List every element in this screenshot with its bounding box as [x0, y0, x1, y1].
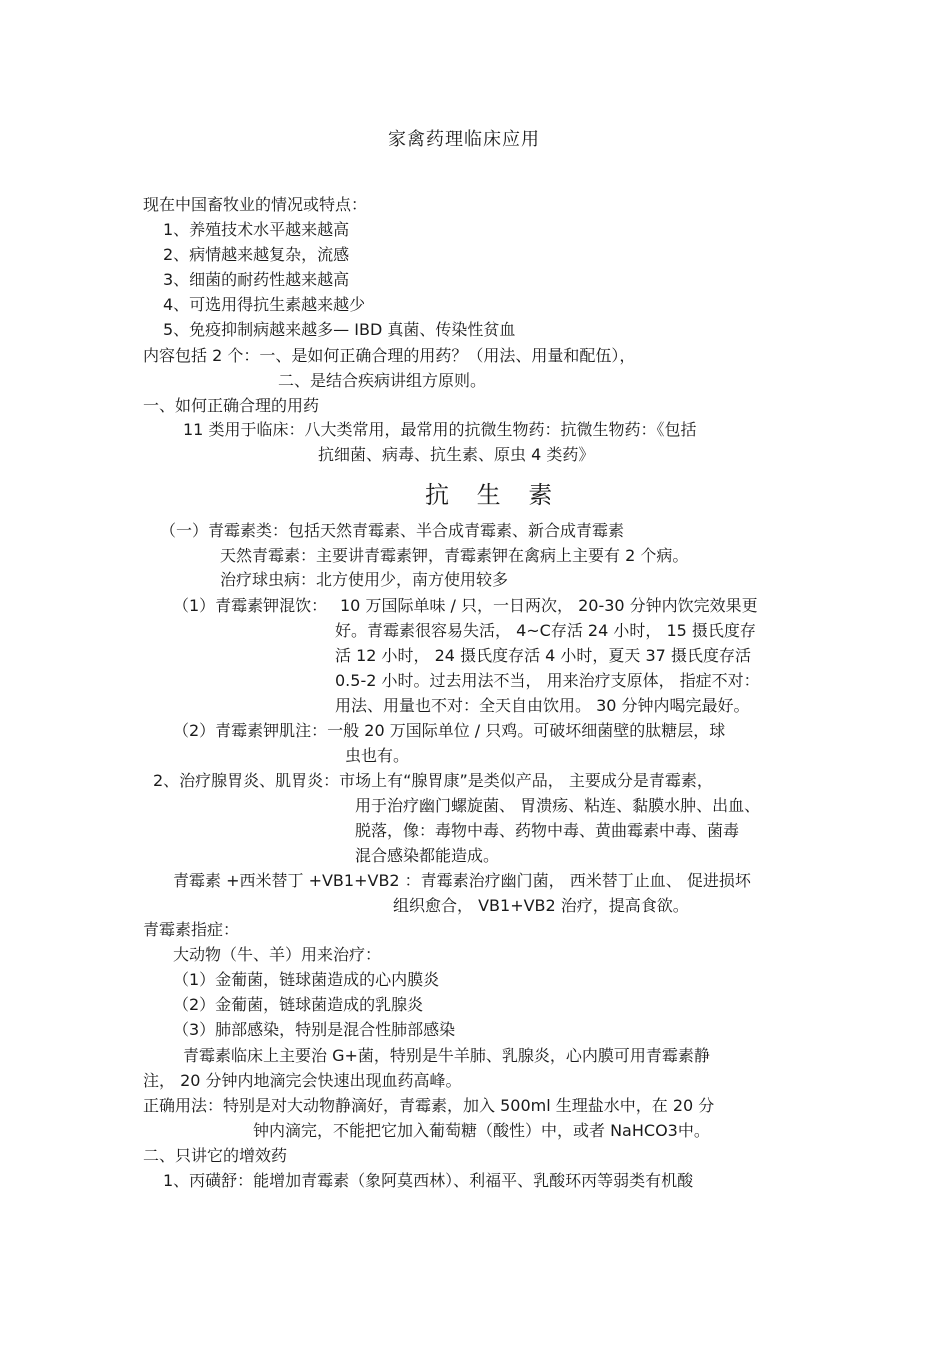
text-line: 青霉素临床上主要治 G+菌，特别是牛羊肺、乳腺炎，心内膜可用青霉素静	[183, 1046, 710, 1065]
text-line: 组织愈合， VB1+VB2 治疗，提高食欲。	[393, 896, 689, 915]
text-line: 1、丙磺舒：能增加青霉素（象阿莫西林）、利福平、乳酸环丙等弱类有机酸	[163, 1171, 694, 1190]
text-line: 青霉素指症：	[143, 920, 240, 939]
text-line: 二、是结合疾病讲组方原则。	[278, 371, 487, 390]
text-line: （1）青霉素钾混饮：	[173, 596, 328, 615]
text-line: 3、细菌的耐药性越来越高	[163, 270, 350, 289]
text-line: 4、可选用得抗生素越来越少	[163, 295, 366, 314]
text-line: 11 类用于临床：八大类常用，最常用的抗微生物药：抗微生物药：《包括	[183, 420, 697, 439]
text-line: （1）金葡菌，链球菌造成的心内膜炎	[173, 970, 440, 989]
text-line: （2）青霉素钾肌注：一般 20 万国际单位 / 只鸡。可破坏细菌壁的肽糖层，球	[173, 721, 726, 740]
text-line: 用法、用量也不对：全天自由饮用。 30 分钟内喝完最好。	[335, 696, 750, 715]
text-line: 活 12 小时， 24 摄氏度存活 4 小时，夏天 37 摄氏度存活	[335, 646, 751, 665]
text-line: 正确用法：特别是对大动物静滴好，青霉素，加入 500ml 生理盐水中，在 20 分	[143, 1096, 715, 1115]
text-line: 现在中国畜牧业的情况或特点：	[143, 195, 368, 214]
text-line: 虫也有。	[345, 746, 410, 765]
text-line: （3）肺部感染，特别是混合性肺部感染	[173, 1020, 456, 1039]
text-line: 好。青霉素很容易失活， 4~C存活 24 小时， 15 摄氏度存	[335, 621, 756, 640]
text-line: 2、治疗腺胃炎、肌胃炎：市场上有“腺胃康”是类似产品， 主要成分是青霉素，	[153, 771, 713, 790]
text-line: 混合感染都能造成。	[355, 846, 500, 865]
text-line: 注， 20 分钟内地滴完会快速出现血药高峰。	[143, 1071, 462, 1090]
text-line: 用于治疗幽门螺旋菌、 胃溃疡、粘连、黏膜水肿、出血、	[355, 796, 761, 815]
text-line: 青霉素 +西米替丁 +VB1+VB2 ：青霉素治疗幽门菌， 西米替丁止血、 促进损坏	[173, 871, 751, 890]
document-title: 家禽药理临床应用	[388, 129, 540, 150]
text-line: 1、养殖技术水平越来越高	[163, 220, 350, 239]
text-line: 抗细菌、病毒、抗生素、原虫 4 类药》	[318, 445, 595, 464]
text-line: 大动物（牛、羊）用来治疗：	[173, 945, 382, 964]
text-line: 天然青霉素：主要讲青霉素钾，青霉素钾在禽病上主要有 2 个病。	[220, 546, 689, 565]
text-line: 5、免疫抑制病越来越多— IBD 真菌、传染性贫血	[163, 320, 516, 339]
text-line: 2、病情越来越复杂，流感	[163, 245, 350, 264]
text-line: （一）青霉素类：包括天然青霉素、半合成青霉素、新合成青霉素	[160, 521, 625, 540]
text-line: 治疗球虫病：北方使用少，南方使用较多	[220, 570, 509, 589]
text-line: 0.5-2 小时。过去用法不当， 用来治疗支原体， 指症不对：	[335, 671, 760, 690]
text-line: 10 万国际单味 / 只，一日两次， 20-30 分钟内饮完效果更	[340, 596, 758, 615]
text-line: 内容包括 2 个：一、是如何正确合理的用药？（用法、用量和配伍），	[143, 346, 636, 365]
text-line: 脱落，像：毒物中毒、药物中毒、黄曲霉素中毒、菌毒	[355, 821, 740, 840]
text-line: 一、如何正确合理的用药	[143, 396, 320, 415]
text-line: 二、只讲它的增效药	[143, 1146, 288, 1165]
text-line: （2）金葡菌，链球菌造成的乳腺炎	[173, 995, 424, 1014]
section-heading: 抗 生 素	[425, 481, 563, 509]
text-line: 钟内滴完，不能把它加入葡萄糖（酸性）中，或者 NaHCO3中。	[253, 1121, 710, 1140]
